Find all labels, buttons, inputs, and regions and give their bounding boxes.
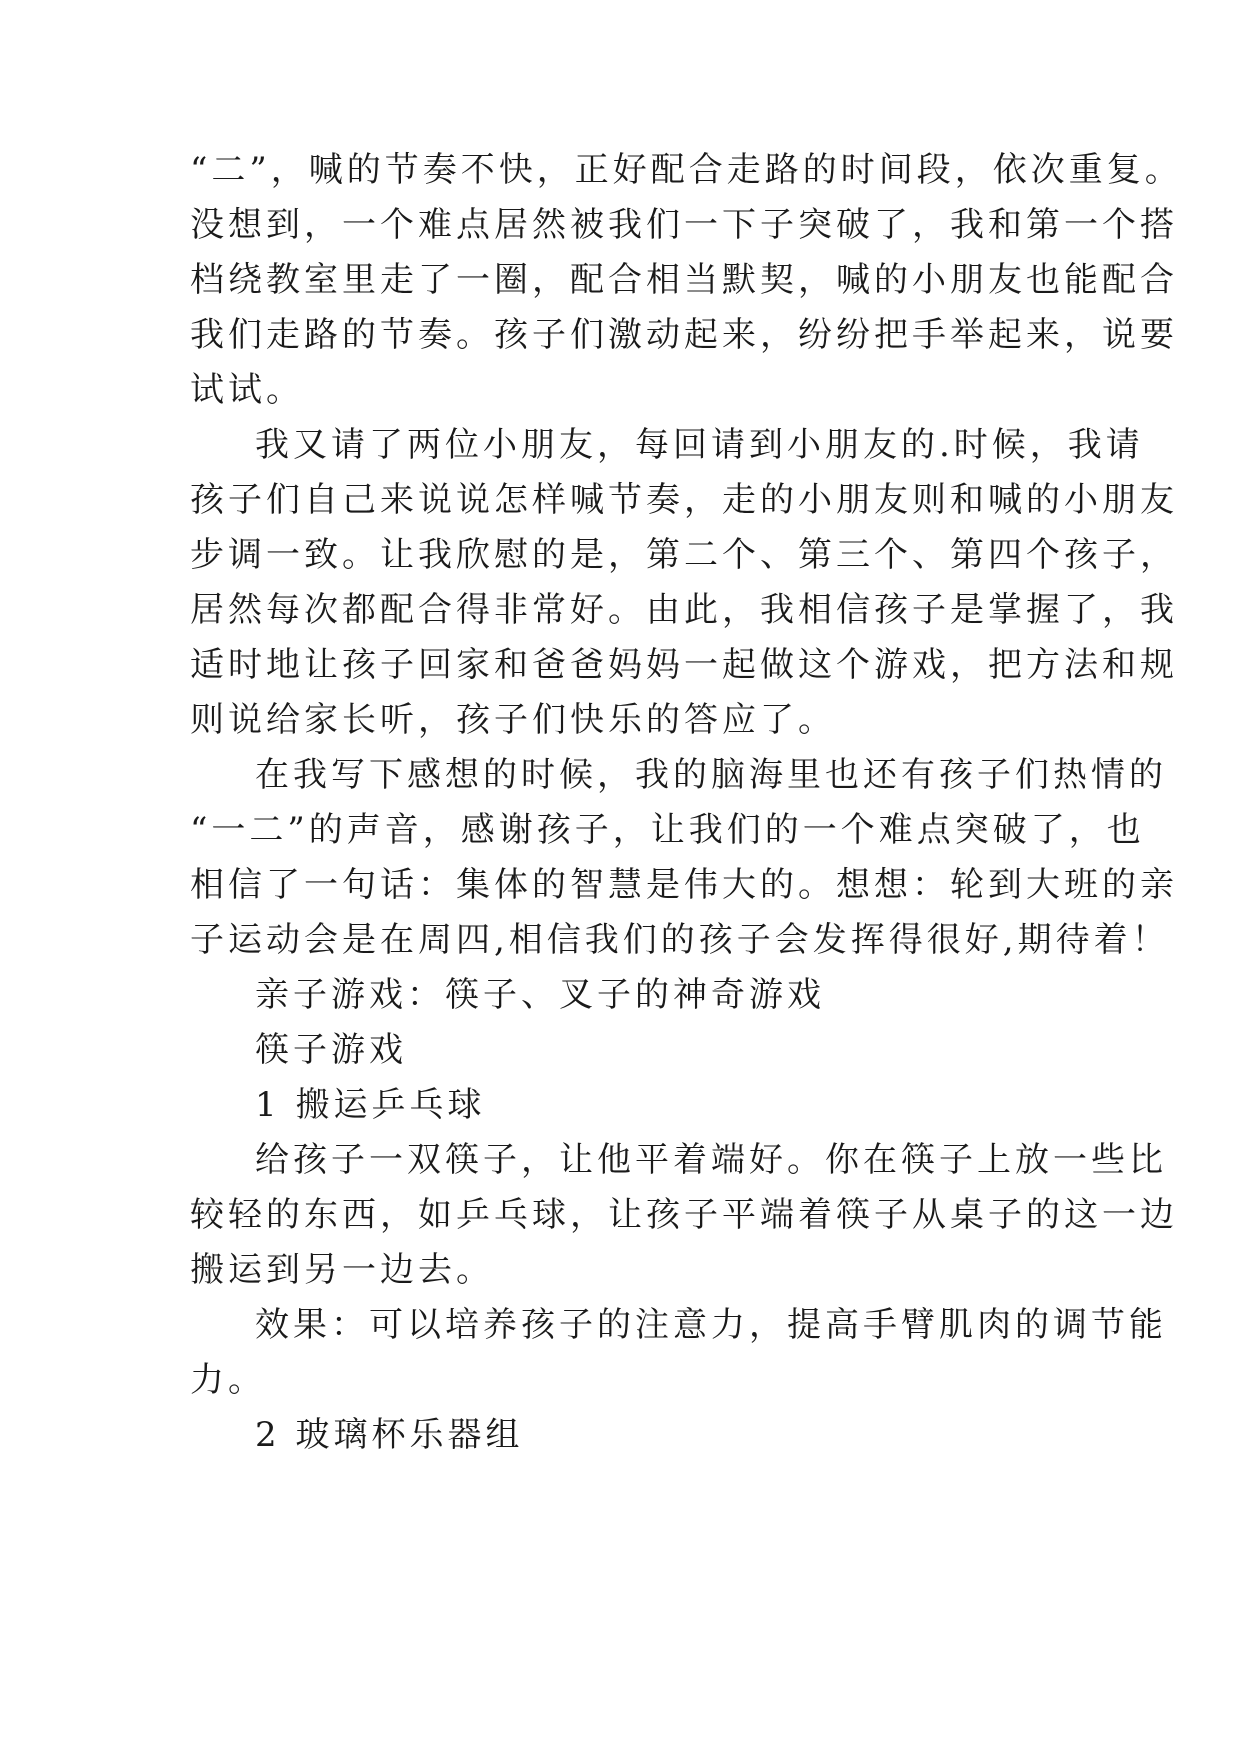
paragraph-start-line: 给孩子一双筷子，让他平着端好。你在筷子上放一些比 [255, 1140, 1167, 1180]
paragraph-start-line: 效果：可以培养孩子的注意力，提高手臂肌肉的调节能 [255, 1305, 1167, 1345]
paragraph-start-line: 在我写下感想的时候，我的脑海里也还有孩子们热情的 [255, 755, 1167, 795]
text-line: 子运动会是在周四,相信我们的孩子会发挥得很好,期待着！ [190, 920, 1170, 960]
subsection-heading: 筷子游戏 [255, 1030, 407, 1070]
text-line: 较轻的东西，如乒乓球，让孩子平端着筷子从桌子的这一边 [190, 1195, 1178, 1235]
item-heading: 1 搬运乒乓球 [255, 1085, 486, 1125]
text-line: 试试。 [190, 370, 304, 410]
paragraph-start-line: 我又请了两位小朋友，每回请到小朋友的.时候，我请 [255, 425, 1144, 465]
text-line: 步调一致。让我欣慰的是，第二个、第三个、第四个孩子， [190, 535, 1178, 575]
text-line: 居然每次都配合得非常好。由此，我相信孩子是掌握了，我 [190, 590, 1178, 630]
text-line: 孩子们自己来说说怎样喊节奏，走的小朋友则和喊的小朋友 [190, 480, 1178, 520]
item-heading: 2 玻璃杯乐器组 [255, 1415, 524, 1455]
text-line: 档绕教室里走了一圈，配合相当默契，喊的小朋友也能配合 [190, 260, 1178, 300]
text-line: 相信了一句话：集体的智慧是伟大的。想想：轮到大班的亲 [190, 865, 1178, 905]
text-line: 没想到，一个难点居然被我们一下子突破了，我和第一个搭 [190, 205, 1178, 245]
text-line: 则说给家长听，孩子们快乐的答应了。 [190, 700, 836, 740]
text-line: “二”，喊的节奏不快，正好配合走路的时间段，依次重复。 [190, 150, 1183, 190]
text-line: 力。 [190, 1360, 266, 1400]
text-line: “一二”的声音，感谢孩子，让我们的一个难点突破了，也 [190, 810, 1145, 850]
text-line: 我们走路的节奏。孩子们激动起来，纷纷把手举起来，说要 [190, 315, 1178, 355]
section-heading: 亲子游戏：筷子、叉子的神奇游戏 [255, 975, 825, 1015]
text-line: 搬运到另一边去。 [190, 1250, 494, 1290]
text-line: 适时地让孩子回家和爸爸妈妈一起做这个游戏，把方法和规 [190, 645, 1178, 685]
